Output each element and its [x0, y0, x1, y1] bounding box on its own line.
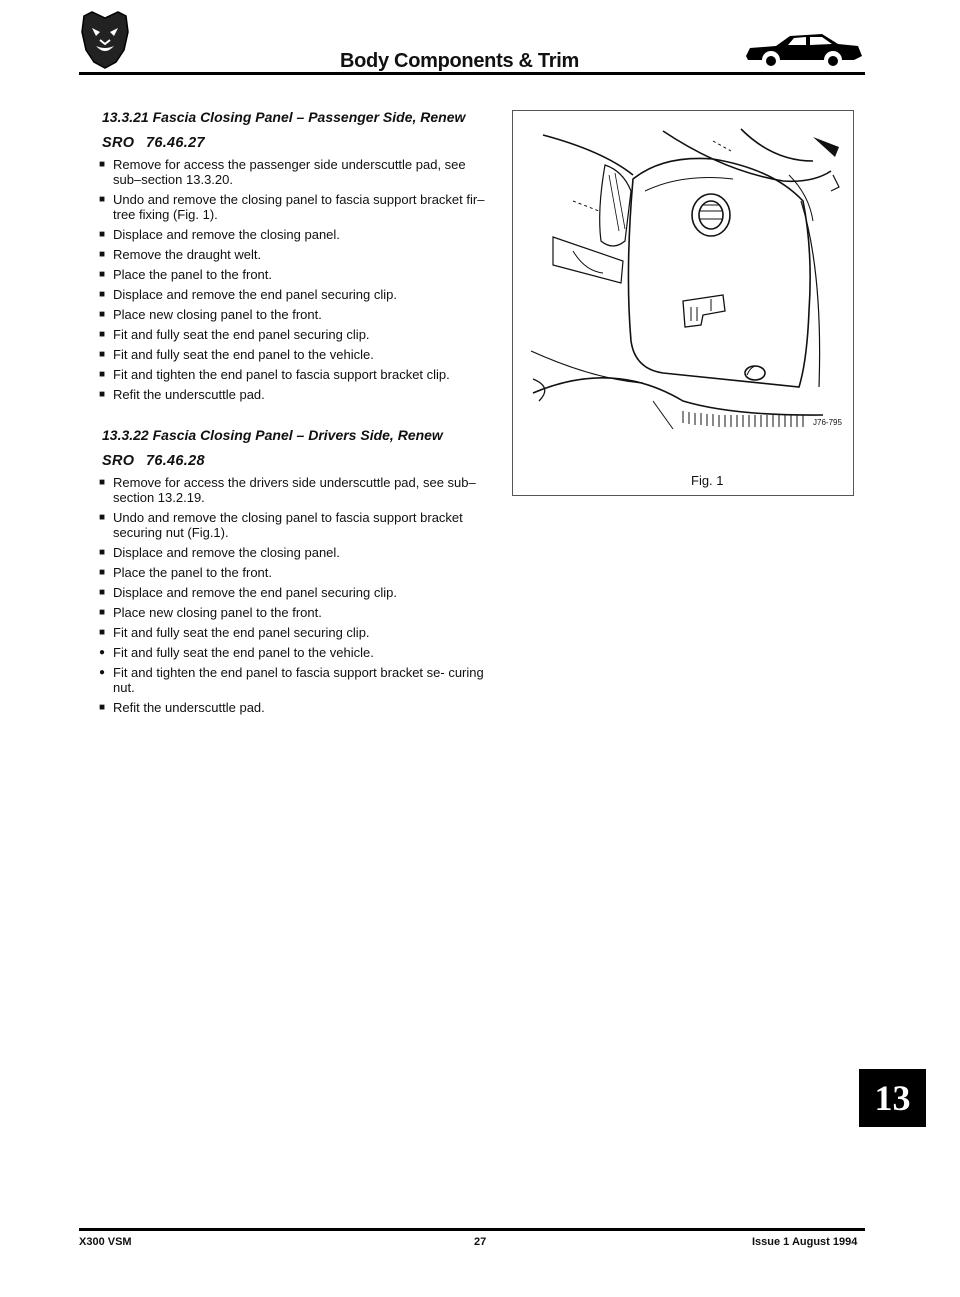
bullet-icon: ■ [99, 159, 106, 170]
list-item: ■ Place new closing panel to the front. [99, 307, 322, 322]
list-item: ■ Refit the underscuttle pad. [99, 700, 265, 715]
list-item: ■ Remove the draught welt. [99, 247, 262, 262]
bullet-icon: ■ [99, 567, 106, 578]
section-drivers-side [96, 427, 488, 720]
bullet-icon: ■ [99, 309, 106, 320]
header-divider [79, 72, 865, 75]
footer-manual-code: X300 VSM [79, 1236, 132, 1248]
step-list [96, 157, 488, 402]
bullet-icon: ■ [99, 269, 106, 280]
bullet-icon: ■ [99, 194, 106, 205]
list-item: ■ Fit and tighten the end panel to fascia support bracket clip. [99, 367, 450, 382]
list-item: ■ Refit the underscuttle pad. [99, 387, 265, 402]
bullet-icon: ● [99, 667, 106, 678]
figure-ref-label: J76-795 [813, 418, 842, 427]
list-item: ● Fit and fully seat the end panel to the vehicle. [99, 645, 374, 660]
figure-caption: Fig. 1 [691, 473, 724, 488]
section-tab: 13 [859, 1069, 926, 1127]
bullet-icon: ■ [99, 547, 106, 558]
list-item: ■ Displace and remove the closing panel. [99, 545, 340, 560]
footer-issue-date: Issue 1 August 1994 [752, 1236, 858, 1248]
sro-code: 76.46.27 [146, 135, 205, 151]
bullet-icon: ■ [99, 512, 106, 523]
bullet-icon: ■ [99, 289, 106, 300]
bullet-icon: ■ [99, 229, 106, 240]
list-item: ● Fit and tighten the end panel to fascia support bracket se- curing nut. [99, 665, 484, 695]
list-item: ■ Displace and remove the end panel securing clip. [99, 287, 398, 302]
bullet-icon: ■ [99, 607, 106, 618]
step-list [96, 475, 488, 715]
bullet-icon: ■ [99, 627, 106, 638]
list-item: ■ Fit and fully seat the end panel securing clip. [99, 625, 370, 640]
page-number: 27 [474, 1236, 487, 1248]
sro-code: 76.46.28 [146, 453, 205, 469]
list-item: ■ Displace and remove the closing panel. [99, 227, 340, 242]
sro-line [102, 453, 488, 469]
section-passenger-side [96, 109, 488, 407]
section-title: 13.3.22 Fascia Closing Panel – Drivers Side, Renew [102, 427, 443, 443]
section-title: 13.3.21 Fascia Closing Panel – Passenger Side, Renew [102, 109, 466, 125]
list-item: ■ Place the panel to the front. [99, 565, 272, 580]
footer-divider [79, 1228, 865, 1231]
bullet-icon: ■ [99, 477, 106, 488]
bullet-icon: ■ [99, 587, 106, 598]
bullet-icon: ● [99, 647, 106, 658]
list-item: ■ Fit and fully seat the end panel to the vehicle. [99, 347, 374, 362]
bullet-icon: ■ [99, 702, 106, 713]
list-item: ■ Displace and remove the end panel securing clip. [99, 585, 398, 600]
list-item: ■ Place new closing panel to the front. [99, 605, 322, 620]
bullet-icon: ■ [99, 389, 106, 400]
page-title: Body Components & Trim [340, 50, 579, 72]
car-silhouette-icon [742, 30, 864, 70]
sro-label: SRO [102, 453, 135, 469]
bullet-icon: ■ [99, 249, 106, 260]
jaguar-logo-icon [78, 10, 132, 70]
sro-line [102, 135, 488, 151]
bullet-icon: ■ [99, 329, 106, 340]
list-item: ■ Undo and remove the closing panel to fascia support bracket securing nut (Fig.1). [99, 510, 463, 540]
list-item: ■ Place the panel to the front. [99, 267, 272, 282]
bullet-icon: ■ [99, 369, 106, 380]
list-item: ■ Undo and remove the closing panel to fascia support bracket fir–tree fixing (Fig. 1). [99, 192, 485, 222]
bullet-icon: ■ [99, 349, 106, 360]
list-item: ■ Remove for access the drivers side underscuttle pad, see sub–section 13.2.19. [99, 475, 476, 505]
list-item: ■ Fit and fully seat the end panel securing clip. [99, 327, 370, 342]
figure-1 [512, 110, 854, 496]
sro-label: SRO [102, 135, 135, 151]
list-item: ■ Remove for access the passenger side underscuttle pad, see sub–section 13.3.20. [99, 157, 466, 187]
fascia-closing-panel-illustration [513, 111, 853, 495]
